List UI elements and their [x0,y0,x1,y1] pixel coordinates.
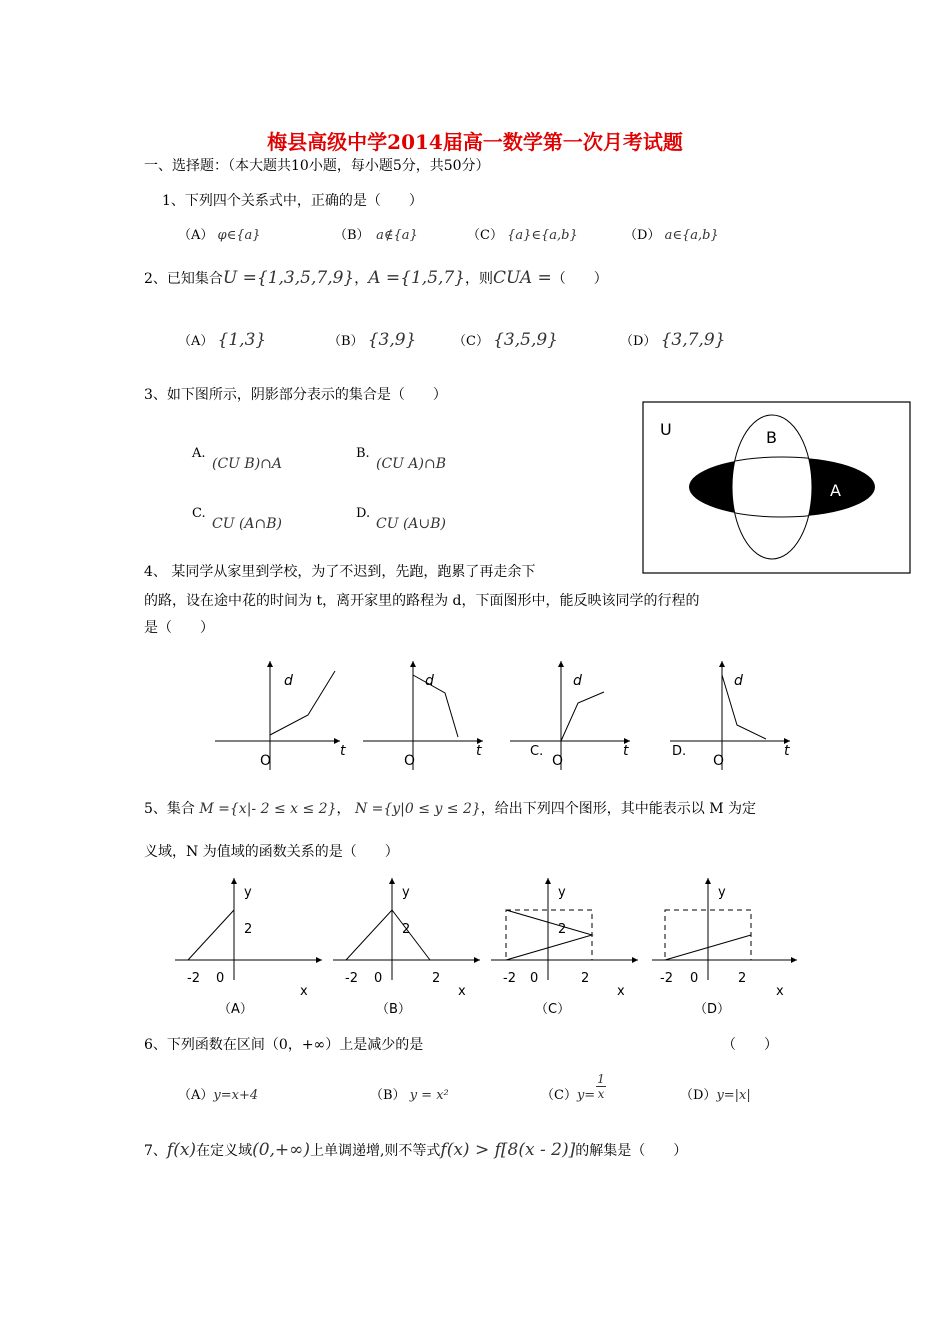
q5-a-y: y [244,885,252,900]
q5-a-opt: （A） [218,1002,253,1017]
q2-opt-b-label: （B） [328,334,364,349]
q4-b-d: d [425,673,434,689]
q2-opt-c-label: （C） [453,334,489,349]
q5-curve-a [188,910,234,960]
q5-d-x: x [776,984,784,999]
q3-opt-b-math: (CU A)∩B [376,456,447,472]
venn-label-a: A [830,481,841,500]
q5-c-opt: （C） [535,1002,571,1017]
q5-curve-c [506,910,592,960]
q5-set-m: M ={x|- 2 ≤ x ≤ 2} [199,801,337,817]
q5-graphs [170,872,800,1024]
q4-graph-c [510,661,630,770]
q2-mid: ，则 [465,271,494,287]
q6-opt-a-label: （A） [178,1088,214,1103]
q1-opt-a [178,224,261,243]
q5-line-2: 义域，N 为值域的函数关系的是（ ） [144,844,399,860]
q5-line-1 [144,798,756,818]
q5-c-x: x [617,984,625,999]
q5-c-box [506,910,592,960]
q1-opt-c [467,224,578,243]
q3-opt-c-label: C. [192,506,206,521]
q4-d-d: d [734,673,743,689]
q2-complement: CUA = [493,268,552,288]
q2-set-a: A ={1,5,7} [368,268,466,288]
q4-line-1: 4、 某同学从家里到学校，为了不迟到，先跑，跑累了再走余下 [144,564,536,580]
q4-graph-b [363,661,483,770]
q5-b-2x: 2 [432,971,441,986]
q7-t1: 在定义域 [196,1143,253,1159]
q6-paren: （ ） [722,1037,778,1053]
section-heading: 一、选择题：（本大题共10小题，每小题5分，共50分） [144,158,490,174]
q1-opt-d-label: （D） [624,228,661,243]
q1-opt-a-label: （A） [178,228,214,243]
q7-pre: 7、 [144,1143,167,1159]
q5-a-2: 2 [244,922,253,937]
q2-end: （ ） [551,271,608,287]
q7-inequality: f(x) > f[8(x - 2)] [440,1140,576,1160]
q5-graph-c [491,878,638,1017]
q3-opt-d-label: D. [356,506,371,521]
q6-opt-b [370,1084,449,1103]
q4-d-t: t [784,743,790,759]
q6-opt-d-math: y=|x| [716,1088,751,1103]
q2-opt-b [328,330,416,350]
q5-d-m2: -2 [660,971,673,986]
q2-opt-d-set: {3,7,9} [660,330,726,350]
q6-opt-c-lhs: y= [576,1088,596,1103]
venn-label-b: B [766,428,777,447]
q1-opt-d-math: a∈{a,b} [664,228,719,243]
q6-opt-a-math: y=x+4 [213,1088,259,1103]
q3-stem: 3、如下图所示，阴影部分表示的集合是（ ） [144,387,447,403]
q2-stem [144,268,608,288]
q1-stem: 1、下列四个关系式中，正确的是（ ） [162,193,423,209]
q4-graph-a [215,661,346,770]
q4-d-label: D. [672,744,687,759]
q4-c-t: t [623,743,629,759]
q6-stem: 6、下列函数在区间（0，+∞）上是减少的是 [144,1037,424,1053]
q3-opt-b-label: B. [356,446,370,461]
q4-a-o: O [260,753,272,769]
q4-b-o: O [404,753,416,769]
q7-fx: f(x) [166,1140,197,1160]
q5-b-y: y [402,885,410,900]
q4-curve-a [270,671,335,735]
q2-pre: 2、已知集合 [144,271,223,287]
q4-graph-d [670,661,790,770]
venn-diagram [642,401,912,575]
q2-opt-c-set: {3,5,9} [493,330,558,350]
q4-line-3: 是（ ） [144,620,214,636]
q5-a-x: x [300,984,308,999]
q2-opt-a [178,330,266,350]
q6-opt-b-math: y = x² [409,1088,449,1103]
q1-opt-b [334,224,418,243]
q1-opt-b-label: （B） [334,228,364,243]
q5-c-y: y [558,885,566,900]
q4-a-d: d [284,673,293,689]
q5-set-n: N ={y|0 ≤ y ≤ 2} [354,801,481,817]
q2-opt-d [620,330,725,350]
page-title: 梅县高级中学2014届高一数学第一次月考试题 [267,130,683,154]
q5-post: ，给出下列四个图形，其中能表示以 M 为定 [480,801,757,817]
q4-b-t: t [476,743,482,759]
q5-b-2: 2 [402,922,411,937]
q5-graph-d [652,878,797,1017]
q7-t2: 上单调递增,则不等式 [309,1143,441,1159]
q5-graph-b [333,878,480,1017]
q4-c-label: C. [530,744,544,759]
q6-opt-d-label: （D） [680,1088,717,1103]
q2-sep: ， [354,271,369,287]
q5-c-2: 2 [558,922,567,937]
q2-opt-d-label: （D） [620,334,657,349]
q2-opt-a-set: {1,3} [217,330,267,350]
q5-sep: ， [336,801,351,817]
q6-opt-c-label: （C） [541,1088,577,1103]
q2-set-u: U ={1,3,5,7,9} [222,268,355,288]
q4-a-t: t [340,743,346,759]
q6-opt-b-label: （B） [370,1088,406,1103]
q4-d-o: O [713,753,725,769]
q2-opt-c [453,330,558,350]
q7-stem [144,1140,687,1160]
q4-curve-d [722,675,766,739]
q5-c-0: 0 [530,971,539,986]
q6-opt-c-num: 1 [597,1072,605,1086]
q5-curve-b [346,910,430,960]
q5-a-m2: -2 [187,971,200,986]
q2-opt-a-label: （A） [178,334,214,349]
q5-graph-a [175,878,322,1017]
q4-curve-b [413,675,458,737]
q3-opt-a-label: A. [192,446,206,461]
q1-opt-b-math: a∉{a} [376,228,418,243]
q6-opt-c [541,1084,595,1103]
q4-c-o: O [552,753,564,769]
q3-opt-c-math: CU (A∩B) [212,516,283,532]
q1-opt-c-math: {a}∈{a,b} [507,228,578,243]
q6-opt-d [680,1084,751,1103]
q5-b-m2: -2 [345,971,358,986]
q3-opt-d-math: CU (A∪B) [376,516,447,532]
q4-graphs [200,655,810,775]
q6-opt-a [178,1084,258,1103]
q6-opt-c-fraction [596,1072,606,1101]
q7-domain: (0,+∞) [252,1140,310,1160]
q5-c-m2: -2 [503,971,516,986]
q5-d-opt: （D） [694,1002,731,1017]
q4-curve-c [561,692,604,741]
q5-c-2x: 2 [581,971,590,986]
q5-b-0: 0 [374,971,383,986]
q3-opt-a-math: (CU B)∩A [212,456,283,472]
q1-opt-d [624,224,719,243]
q5-a-0: 0 [216,971,225,986]
q1-opt-a-math: φ∈{a} [217,228,261,243]
q5-pre: 5、集合 [144,801,195,817]
q6-opt-c-den: x [597,1087,605,1101]
q5-d-2x: 2 [738,971,747,986]
venn-label-u: U [660,420,672,439]
q7-t3: 的解集是（ ） [575,1143,688,1159]
q2-opt-b-set: {3,9} [367,330,417,350]
q5-b-x: x [458,984,466,999]
q5-b-opt: （B） [376,1002,411,1017]
q4-c-d: d [573,673,582,689]
q1-opt-c-label: （C） [467,228,503,243]
q5-d-y: y [718,885,726,900]
q4-line-2: 的路，设在途中花的时间为 t，离开家里的路程为 d，下面图形中，能反映该同学的行程的 [144,593,700,609]
q5-d-0: 0 [690,971,699,986]
